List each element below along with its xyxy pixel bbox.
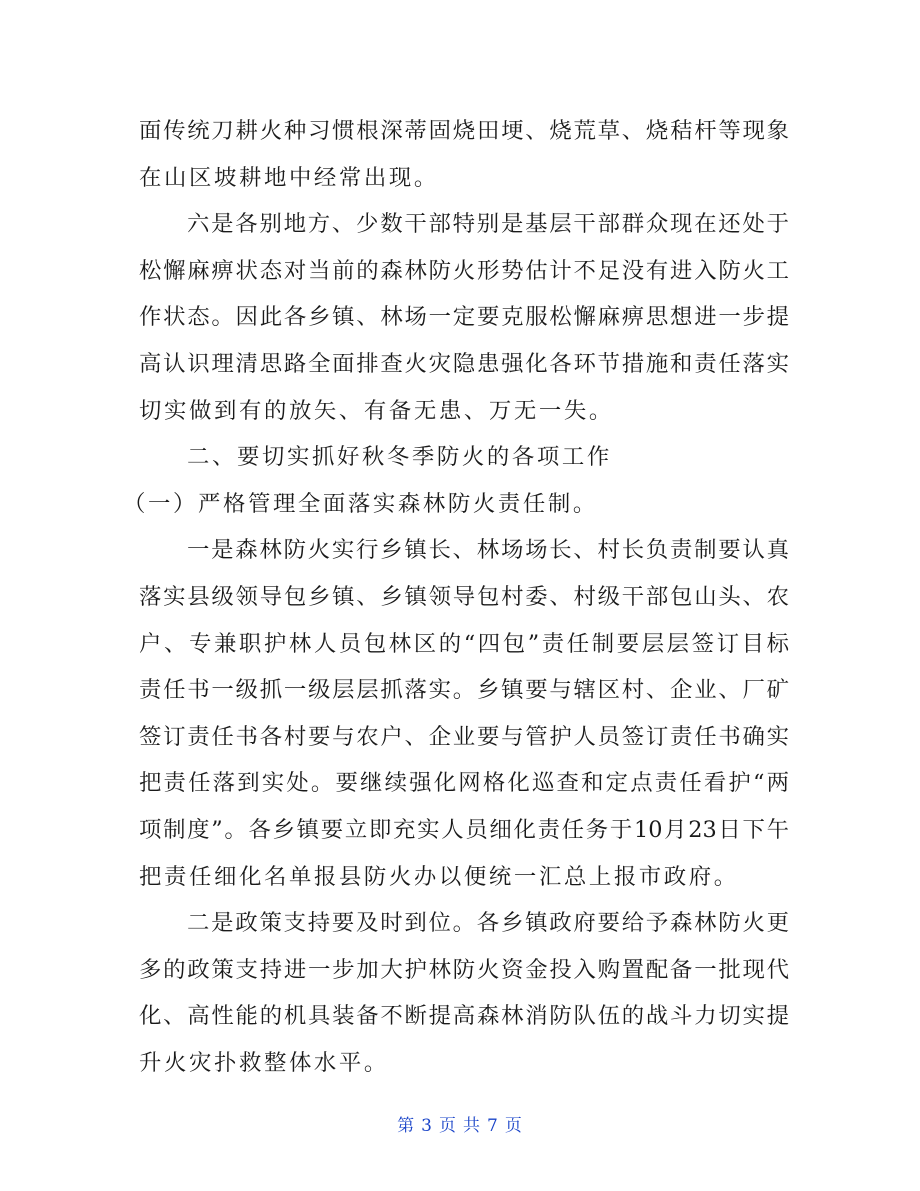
text-line: 作状态。因此各乡镇、林场一定要克服松懈麻痹思想进一步提 xyxy=(139,304,789,331)
text-line: 高认识理清思路全面排查火灾隐患强化各环节措施和责任落实 xyxy=(139,350,789,377)
text-line: 签订责任书各村要与农户、企业要与管护人员签订责任书确实 xyxy=(139,723,789,750)
footer-suffix: 页 xyxy=(504,1116,523,1136)
footer-current-page: 3 xyxy=(421,1116,433,1136)
text-line: 面传统刀耕火种习惯根深蒂固烧田埂、烧荒草、烧秸杆等现象 xyxy=(139,118,789,144)
footer-page-word: 页 xyxy=(439,1116,457,1136)
text-line: 把责任落到实处。要继续强化网格化巡查和定点责任看护“两 xyxy=(139,770,789,797)
text-line: 责任书一级抓一级层层抓落实。乡镇要与辖区村、企业、厂矿 xyxy=(139,677,789,704)
page-footer xyxy=(0,1111,920,1136)
footer-total-prefix: 共 xyxy=(463,1116,481,1136)
text-line: 在山区坡耕地中经常出现。 xyxy=(139,164,439,191)
text-line: 化、高性能的机具装备不断提高森林消防队伍的战斗力切实提 xyxy=(139,1003,789,1030)
text-line: 二是政策支持要及时到位。各乡镇政府要给予森林防火更 xyxy=(187,910,789,937)
body-text xyxy=(123,108,789,1086)
text-line: 松懈麻痹状态对当前的森林防火形势估计不足没有进入防火工 xyxy=(139,257,789,284)
text-line: 户、专兼职护林人员包林区的“四包”责任制要层层签订目标 xyxy=(139,630,789,657)
text-line: 切实做到有的放矢、有备无患、万无一失。 xyxy=(139,397,614,424)
text-line: 项制度”。各乡镇要立即充实人员细化责任务于10月23日下午 xyxy=(139,816,789,843)
text-line: 把责任细化名单报县防火办以便统一汇总上报市政府。 xyxy=(139,863,739,890)
text-line: 升火灾扑救整体水平。 xyxy=(139,1049,389,1076)
text-line: 落实县级领导包乡镇、乡镇领导包村委、村级干部包山头、农 xyxy=(139,583,789,610)
footer-total-pages: 7 xyxy=(487,1116,499,1136)
text-line: 二、要切实抓好秋冬季防火的各项工作 xyxy=(187,444,612,471)
text-line: 多的政策支持进一步加大护林防火资金投入购置配备一批现代 xyxy=(139,956,789,983)
footer-prefix: 第 xyxy=(397,1116,416,1136)
text-line: 六是各别地方、少数干部特别是基层干部群众现在还处于 xyxy=(187,211,789,238)
text-line: （一）严格管理全面落实森林防火责任制。 xyxy=(123,490,598,517)
text-line: 一是森林防火实行乡镇长、林场场长、村长负责制要认真 xyxy=(187,537,789,564)
